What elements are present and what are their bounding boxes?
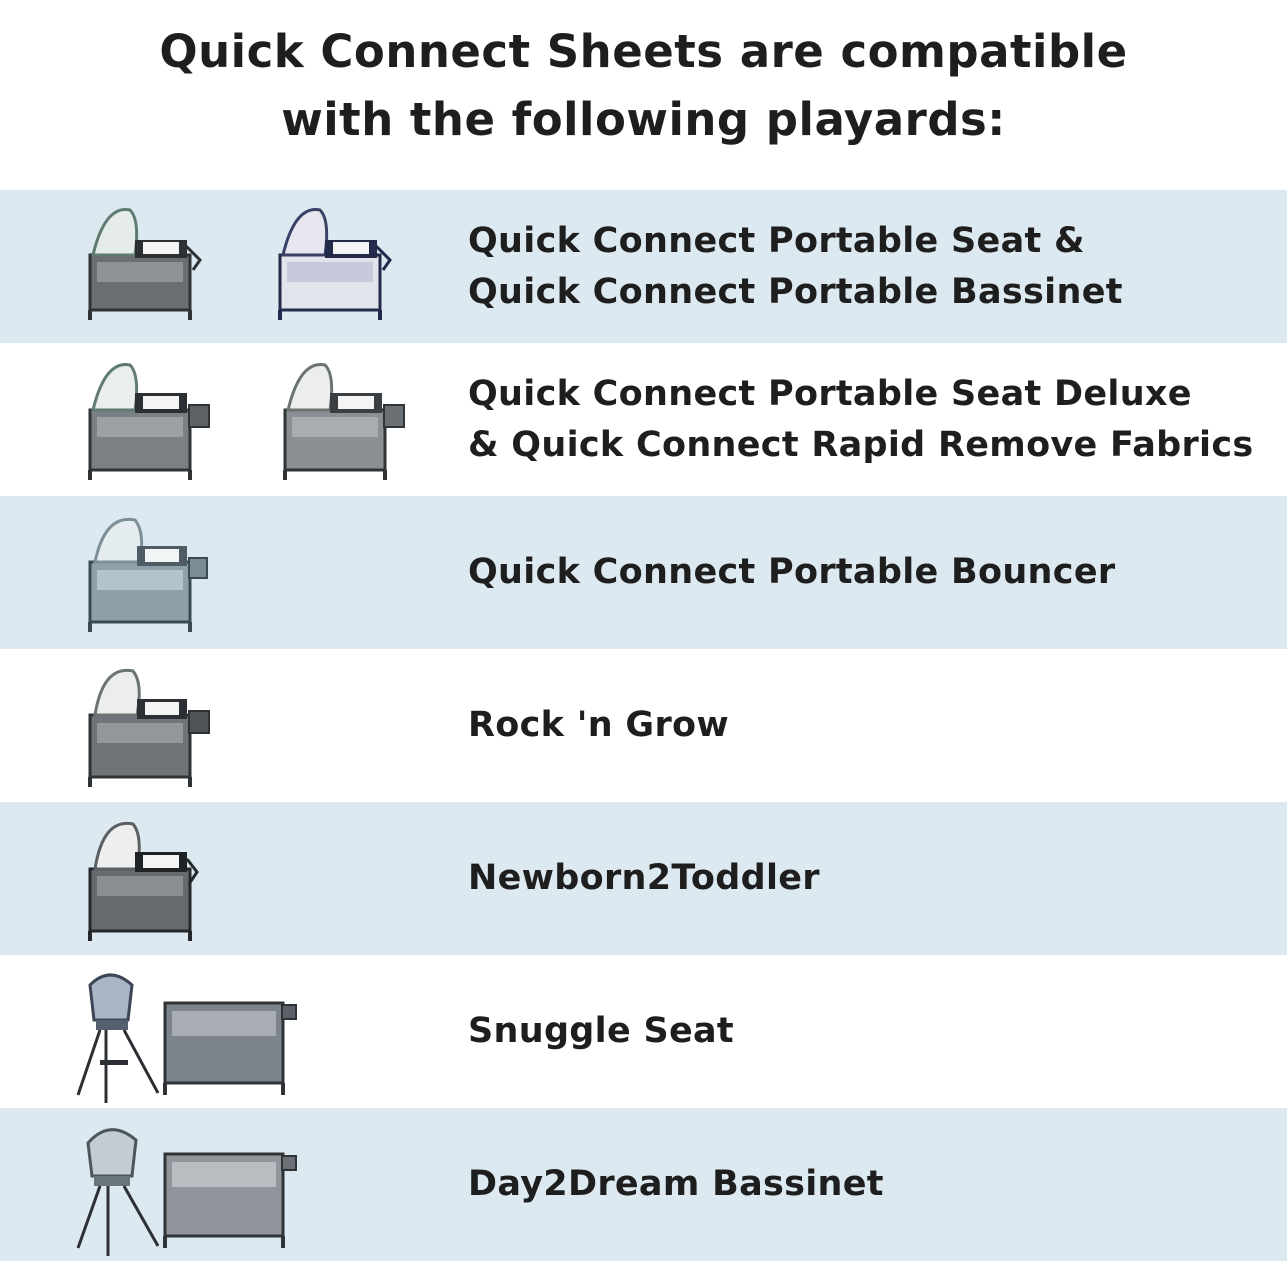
product-name-line-1: Snuggle Seat: [468, 1011, 734, 1051]
product-images: [60, 343, 440, 496]
playard-icon: [165, 1154, 296, 1248]
title-line-1: Quick Connect Sheets are compatible: [159, 25, 1128, 78]
product-images: [60, 802, 440, 955]
product-images: [60, 1108, 440, 1261]
product-name-line-1: Day2Dream Bassinet: [468, 1164, 884, 1204]
table-row: [0, 1108, 1287, 1261]
table-row: [0, 190, 1287, 343]
product-name: [468, 802, 1268, 955]
product-name-line-2: Quick Connect Portable Bassinet: [468, 271, 1123, 312]
standing-bassinet-icon: [60, 1108, 440, 1261]
product-name-line-2: & Quick Connect Rapid Remove Fabrics: [468, 424, 1254, 465]
product-name-line-1: Quick Connect Portable Seat &: [468, 220, 1085, 261]
playard-icon: [165, 1003, 296, 1095]
product-name-line-1: Quick Connect Portable Bouncer: [468, 552, 1116, 592]
product-images: [60, 649, 440, 802]
product-name: [468, 1108, 1268, 1261]
product-name: [468, 496, 1268, 649]
table-row: [0, 802, 1287, 955]
playard-with-bouncer-icon: [60, 496, 440, 649]
table-row: [0, 649, 1287, 802]
product-name: [468, 190, 1268, 343]
table-row: [0, 496, 1287, 649]
product-name: [468, 649, 1268, 802]
product-images: [60, 190, 440, 343]
standing-seat-icon: [60, 955, 440, 1108]
title-line-2: with the following playards:: [281, 93, 1006, 146]
product-images: [60, 955, 440, 1108]
playard-with-seat-icon: [60, 190, 440, 343]
product-name: [468, 955, 1268, 1108]
page-title: [0, 18, 1287, 154]
product-name-line-1: Newborn2Toddler: [468, 858, 820, 898]
product-name: [468, 343, 1268, 496]
playard-with-rocker-icon: [60, 649, 440, 802]
product-images: [60, 496, 440, 649]
compatibility-table: [0, 190, 1287, 1261]
product-name-line-1: Rock 'n Grow: [468, 705, 729, 745]
table-row: [0, 343, 1287, 496]
playard-with-seat-deluxe-icon: [60, 343, 440, 496]
product-name-line-1: Quick Connect Portable Seat Deluxe: [468, 373, 1192, 414]
playard-with-changer-icon: [60, 802, 440, 955]
table-row: [0, 955, 1287, 1108]
